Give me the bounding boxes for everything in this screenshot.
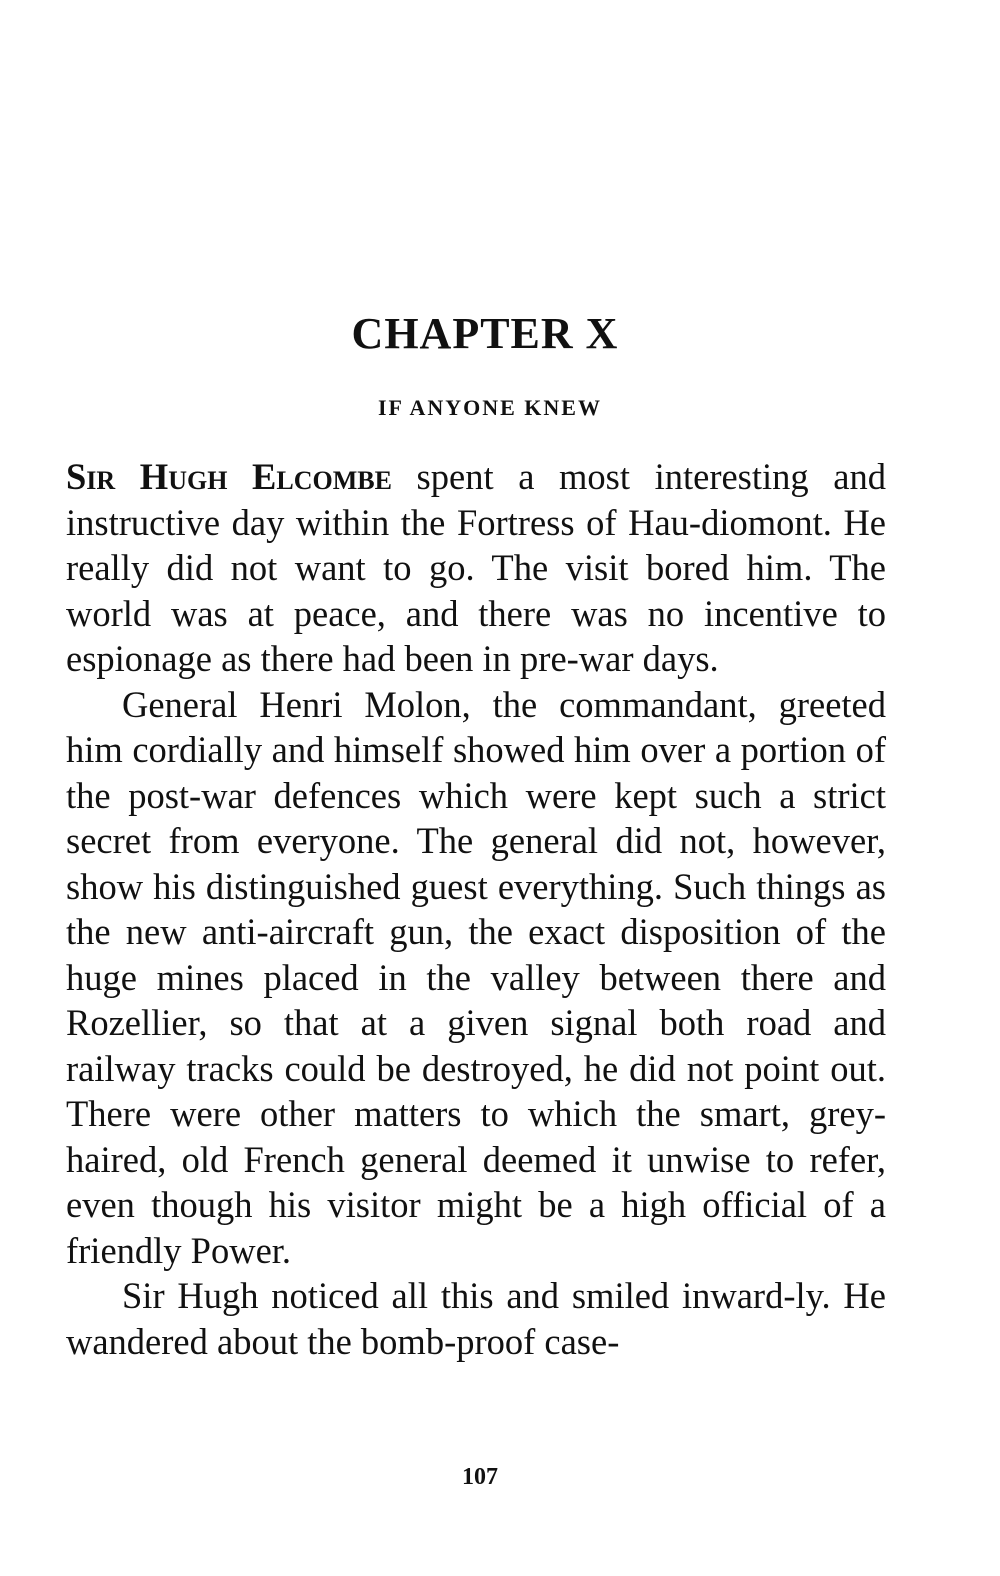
- chapter-heading: CHAPTER X: [351, 309, 619, 358]
- body-text: [66, 454, 886, 1364]
- page-number: 107: [462, 1464, 498, 1490]
- paragraph-1: [66, 454, 886, 682]
- paragraph-3: Sir Hugh noticed all this and smiled inward-ly. He wandered about the bomb-proof case-: [66, 1275, 886, 1362]
- paragraph-1-text: spent a most interesting and instructive day within the Fortress of Hau-diomont. He really did not want to go. The visit bored him. The world was at peace, and there was no incentive to espionage as there had been in pre-war days.: [66, 456, 886, 679]
- paragraph-2: General Henri Molon, the commandant, greeted him cordially and himself showed him over a portion of the post-war defences which were kept such a strict secret from everyone. The general did not, however, show his distinguished guest everything. Such things as the new anti-aircraft gun, the exact disposition of the huge mines placed in the valley between there and Rozellier, so that at a given signal both road and railway tracks could be destroyed, he did not point out. There were other matters to which the smart, grey-haired, old French general deemed it unwise to refer, even though his visitor might be a high official of a friendly Power.: [66, 683, 886, 1271]
- paragraph-lead-in: Sir Hugh Elcombe: [66, 456, 392, 497]
- chapter-title: IF ANYONE KNEW: [378, 395, 602, 420]
